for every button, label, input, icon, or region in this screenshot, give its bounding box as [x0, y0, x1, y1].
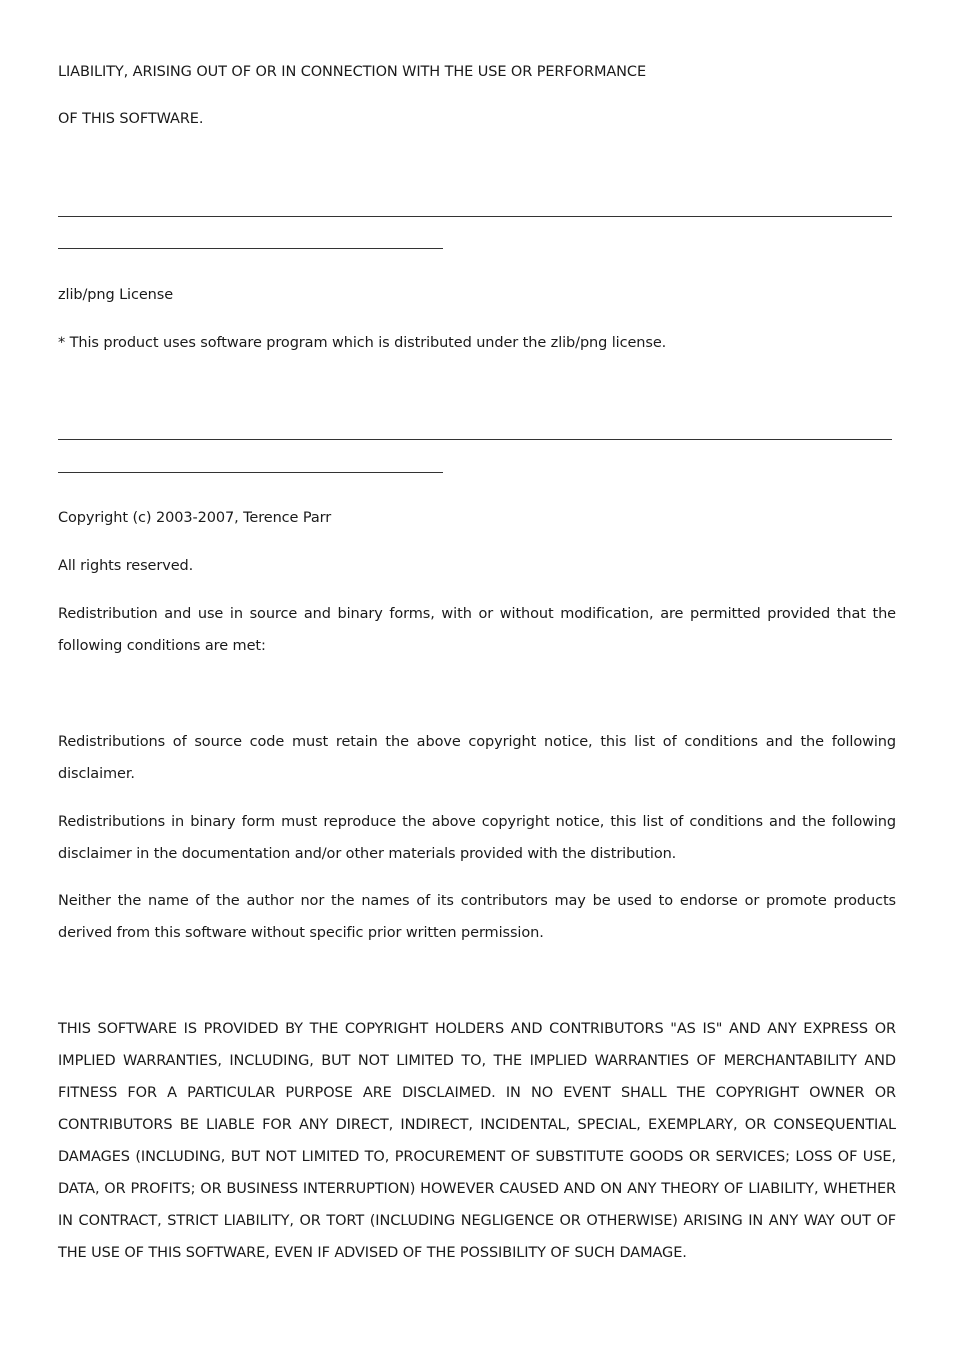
condition-binary: Redistributions in binary form must reproduce the above copyright notice, this list of conditions and the following disclaimer in the documentation and/or other materials provided with the distribution. — [58, 814, 896, 862]
rights-line: All rights reserved. — [58, 558, 194, 574]
liability-line-1: LIABILITY, ARISING OUT OF OR IN CONNECTION WITH THE USE OR PERFORMANCE — [58, 64, 647, 80]
condition-source: Redistributions of source code must retain the above copyright notice, this list of conditions and the following disclaimer. — [58, 734, 896, 782]
section-note: * This product uses software program which is distributed under the zlib/png license. — [58, 335, 667, 351]
separator-rule — [58, 439, 892, 440]
disclaimer-paragraph: THIS SOFTWARE IS PROVIDED BY THE COPYRIGHT HOLDERS AND CONTRIBUTORS "AS IS" AND ANY EXPRESS OR IMPLIED WARRANTIES, INCLUDING, BUT NOT LIMITED TO, THE IMPLIED WARRANTIES OF MERCHANTABILITY AND FITNESS FOR A PARTICULAR PURPOSE ARE DISCLAIMED. IN NO EVENT SHALL THE COPYRIGHT OWNER OR CONTRIBUTORS BE LIABLE FOR ANY DIRECT, INDIRECT, INCIDENTAL, SPECIAL, EXEMPLARY, OR CONSEQUENTIAL DAMAGES (INCLUDING, BUT NOT LIMITED TO, PROCUREMENT OF SUBSTITUTE GOODS OR SERVICES; LOSS OF USE, DATA, OR PROFITS; OR BUSINESS INTERRUPTION) HOWEVER CAUSED AND ON ANY THEORY OF LIABILITY, WHETHER IN CONTRACT, STRICT LIABILITY, OR TORT (INCLUDING NEGLIGENCE OR OTHERWISE) ARISING IN ANY WAY OUT OF THE USE OF THIS SOFTWARE, EVEN IF ADVISED OF THE POSSIBILITY OF SUCH DAMAGE. — [58, 1021, 896, 1261]
copyright-line: Copyright (c) 2003-2007, Terence Parr — [58, 510, 332, 526]
separator-rule-short — [58, 248, 443, 249]
liability-line-2: OF THIS SOFTWARE. — [58, 111, 204, 127]
section-title: zlib/png License — [58, 287, 174, 303]
separator-rule — [58, 216, 892, 217]
redistribution-intro: Redistribution and use in source and binary forms, with or without modification, are permitted provided that the following conditions are met: — [58, 606, 896, 654]
condition-endorse: Neither the name of the author nor the names of its contributors may be used to endorse or promote products derived from this software without specific prior written permission. — [58, 893, 896, 941]
separator-rule-short — [58, 472, 443, 473]
